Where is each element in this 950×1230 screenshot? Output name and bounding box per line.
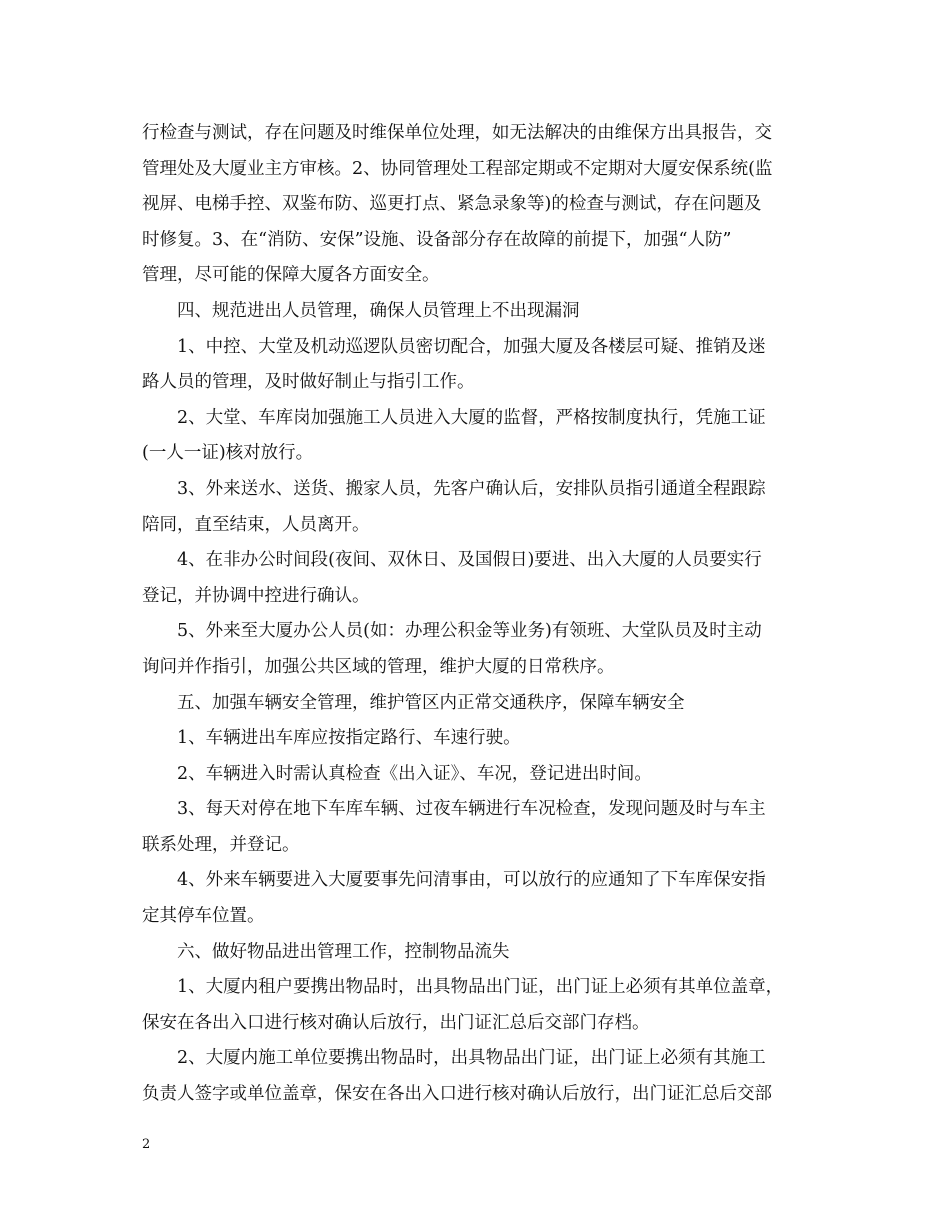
text-line: 管理处及大厦业主方审核。2、协同管理处工程部定期或不定期对大厦安保系统(监 <box>142 158 773 179</box>
text-line: 2、大堂、车库岗加强施工人员进入大厦的监督，严格按制度执行，凭施工证 <box>177 407 766 428</box>
text-line: 定其停车位置。 <box>142 906 265 927</box>
text-line: 1、中控、大堂及机动巡逻队员密切配合，加强大厦及各楼层可疑、推销及迷 <box>177 336 766 357</box>
text-line: 五、加强车辆安全管理，维护管区内正常交通秩序，保障车辆安全 <box>177 692 685 713</box>
text-line: 4、外来车辆要进入大厦要事先问清事由，可以放行的应通知了下车库保安指 <box>177 870 766 891</box>
text-line: 5、外来至大厦办公人员(如：办理公积金等业务)有领班、大堂队员及时主动 <box>177 621 762 642</box>
text-line: 负责人签字或单位盖章，保安在各出入口进行核对确认后放行，出门证汇总后交部 <box>142 1084 772 1105</box>
text-line: 管理，尽可能的保障大厦各方面安全。 <box>142 265 440 286</box>
text-line: 六、做好物品进出管理工作，控制物品流失 <box>177 941 510 962</box>
body-text <box>142 116 822 1113</box>
text-line: 联系处理，并登记。 <box>142 834 300 855</box>
text-line: 4、在非办公时间段(夜间、双休日、及国假日)要进、出入大厦的人员要实行 <box>177 550 762 571</box>
text-line: 3、外来送水、送货、搬家人员，先客户确认后，安排队员指引通道全程跟踪 <box>177 478 766 499</box>
text-line: 行检查与测试，存在问题及时维保单位处理，如无法解决的由维保方出具报告，交 <box>142 123 772 143</box>
text-line: 保安在各出入口进行核对确认后放行，出门证汇总后交部门存档。 <box>142 1012 650 1033</box>
text-line: 1、大厦内租户要携出物品时，出具物品出门证，出门证上必须有其单位盖章， <box>177 977 784 998</box>
page-number: 2 <box>142 1137 151 1152</box>
text-line: 路人员的管理，及时做好制止与指引工作。 <box>142 372 475 393</box>
text-line: 询问并作指引，加强公共区域的管理，维护大厦的日常秩序。 <box>142 656 615 677</box>
text-line: 四、规范进出人员管理，确保人员管理上不出现漏洞 <box>177 300 580 321</box>
text-line: 时修复。3、在“消防、安保”设施、设备部分存在故障的前提下，加强“人防” <box>142 229 732 250</box>
text-line: 2、车辆进入时需认真检查《出入证》、车况，登记进出时间。 <box>177 763 652 784</box>
text-line: 2、大厦内施工单位要携出物品时，出具物品出门证，出门证上必须有其施工 <box>177 1048 766 1069</box>
text-line: 视屏、电梯手控、双鉴布防、巡更打点、紧急录象等)的检查与测试，存在问题及 <box>142 194 762 215</box>
text-line: (一人一证)核对放行。 <box>142 443 314 464</box>
text-line: 陪同，直至结束，人员离开。 <box>142 514 370 535</box>
text-line: 3、每天对停在地下车库车辆、过夜车辆进行车况检查，发现问题及时与车主 <box>177 799 766 820</box>
text-line: 1、车辆进出车库应按指定路行、车速行驶。 <box>177 728 521 749</box>
text-line: 登记，并协调中控进行确认。 <box>142 585 370 606</box>
